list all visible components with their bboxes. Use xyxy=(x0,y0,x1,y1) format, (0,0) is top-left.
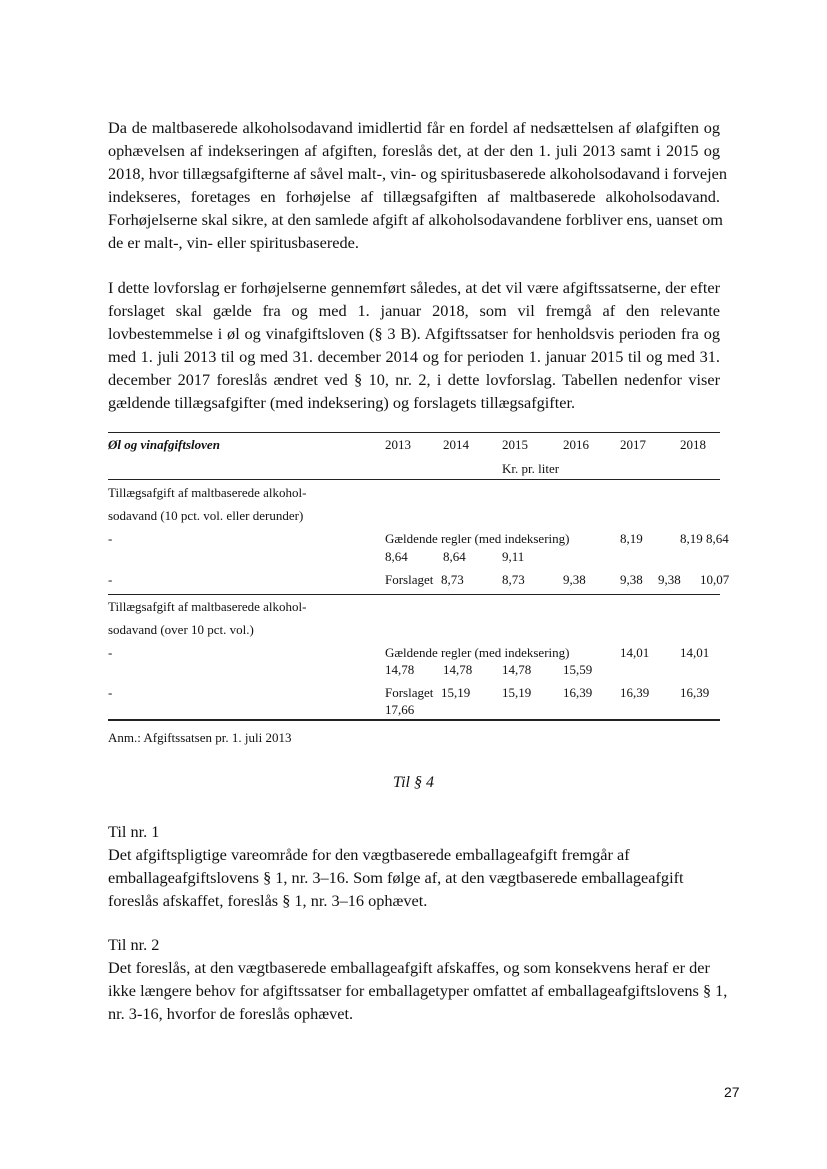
text-line: Det afgiftspligtige vareområde for den vægtbaserede emballageafgift fremgår af xyxy=(108,845,630,864)
row-label: sodavand (10 pct. vol. eller derunder) xyxy=(108,508,304,523)
cell: 14,01 xyxy=(620,645,650,660)
cell: 15,59 xyxy=(563,662,593,677)
cell: 8,19 xyxy=(620,531,643,546)
row-label: Tillægsafgift af maltbaserede alkohol- xyxy=(108,485,307,500)
text-line: Da de maltbaserede alkoholsodavand imidlertid får en fordel af nedsættelsen af ølafgiften og xyxy=(108,118,720,137)
row-dash: - xyxy=(108,685,113,700)
year-header: 2018 xyxy=(680,437,706,452)
text-line: nr. 3-16, hvorfor de foreslås ophævet. xyxy=(108,1004,354,1023)
subsection-heading: Til nr. 2 xyxy=(108,935,160,954)
row-sublabel: Gældende regler (med indeksering) xyxy=(385,645,570,660)
row-sublabel: Gældende regler (med indeksering) xyxy=(385,531,570,546)
text-line: ophævelsen af indekseringen af afgiften, foreslås det, at der den 1. juli 2013 samt i 2015 og xyxy=(108,141,720,160)
cell: 17,66 xyxy=(385,702,415,717)
year-header: 2015 xyxy=(502,437,528,452)
subsection-1 xyxy=(108,820,720,912)
text-line: december 2017 foreslås ændret ved § 10, nr. 2, i dette lovforslag. Tabellen nedenfor viser xyxy=(108,370,720,389)
cell: 8,64 xyxy=(443,549,466,564)
text-line: emballageafgiftslovens § 1, nr. 3–16. Som følge af, at den vægtbaserede emballageafgift xyxy=(108,868,684,887)
unit-label: Kr. pr. liter xyxy=(502,461,560,476)
cell: 14,01 xyxy=(680,645,710,660)
text-line: de er malt-, vin- eller spiritusbaserede. xyxy=(108,233,359,252)
year-header: 2013 xyxy=(385,437,411,452)
cell: 9,38 xyxy=(620,572,643,587)
cell: 10,07 xyxy=(700,572,730,587)
cell: 15,19 xyxy=(441,685,471,700)
cell: 14,78 xyxy=(443,662,473,677)
text-line: I dette lovforslag er forhøjelserne gennemført således, at det vil være afgiftssatserne, der efter xyxy=(108,278,720,297)
row-dash: - xyxy=(108,572,113,587)
year-header: 2014 xyxy=(443,437,469,452)
cell: 8,73 xyxy=(502,572,525,587)
cell: 16,39 xyxy=(563,685,593,700)
header-rule xyxy=(108,479,720,480)
row-dash: - xyxy=(108,645,113,660)
table-note: Anm.: Afgiftssatsen pr. 1. juli 2013 xyxy=(108,730,292,745)
row-label: Tillægsafgift af maltbaserede alkohol- xyxy=(108,599,307,614)
cell: 8,19 8,64 xyxy=(680,531,729,546)
text-line: forslaget skal gælde fra og med 1. januar 2018, som vil fremgå af den relevante xyxy=(108,301,720,320)
cell: 16,39 xyxy=(620,685,650,700)
page-number: 27 xyxy=(724,1084,740,1100)
cell: 8,64 xyxy=(385,549,408,564)
row-dash: - xyxy=(108,531,113,546)
cell: 15,19 xyxy=(502,685,532,700)
paragraph-1 xyxy=(108,116,727,254)
text-line: Forhøjelserne skal sikre, at den samlede afgift af alkoholsodavandene forbliver ens, uanset om xyxy=(108,210,723,229)
text-line: 2018, hvor tillægsafgifterne af såvel malt-, vin- og spiritusbaserede alkoholsodavand i forvejen xyxy=(108,164,727,183)
subsection-heading: Til nr. 1 xyxy=(108,822,160,841)
table-title: Øl og vinafgiftsloven xyxy=(108,437,220,452)
subsection-2 xyxy=(108,933,728,1025)
row-label: sodavand (over 10 pct. vol.) xyxy=(108,622,254,637)
cell: 9,38 xyxy=(658,572,681,587)
row-sublabel: Forslaget xyxy=(385,685,434,700)
cell: 16,39 xyxy=(680,685,710,700)
text-line: foreslås afskaffet, foreslås § 1, nr. 3–16 ophævet. xyxy=(108,891,428,910)
text-line: ikke længere behov for afgiftssatser for emballagetyper omfattet af emballageafgiftslovens § 1, xyxy=(108,981,728,1000)
section-heading: Til § 4 xyxy=(393,774,434,791)
text-line: Det foreslås, at den vægtbaserede emballageafgift afskaffes, og som konsekvens heraf er der xyxy=(108,958,710,977)
row-sublabel: Forslaget xyxy=(385,572,434,587)
text-line: indekseres, foretages en forhøjelse af tillægsafgiften af maltbaserede alkoholsodavand. xyxy=(108,187,720,206)
section-rule xyxy=(108,594,720,595)
year-header: 2017 xyxy=(620,437,646,452)
year-header: 2016 xyxy=(563,437,589,452)
cell: 9,38 xyxy=(563,572,586,587)
cell: 14,78 xyxy=(502,662,532,677)
cell: 14,78 xyxy=(385,662,415,677)
cell: 9,11 xyxy=(502,549,525,564)
text-line: gældende tillægsafgifter (med indeksering) og forslagets tillægsafgifter. xyxy=(108,393,576,412)
text-line: lovbestemmelse i øl og vinafgiftsloven (§ 3 B). Afgiftssatser for henholdsvis perioden fra og xyxy=(108,324,720,343)
paragraph-2 xyxy=(108,276,720,414)
cell: 8,73 xyxy=(441,572,464,587)
text-line: med 1. juli 2013 til og med 31. december 2014 og for perioden 1. januar 2015 til og med 31. xyxy=(108,347,720,366)
table-top-rule xyxy=(108,432,720,433)
table-bottom-rule xyxy=(108,719,720,721)
